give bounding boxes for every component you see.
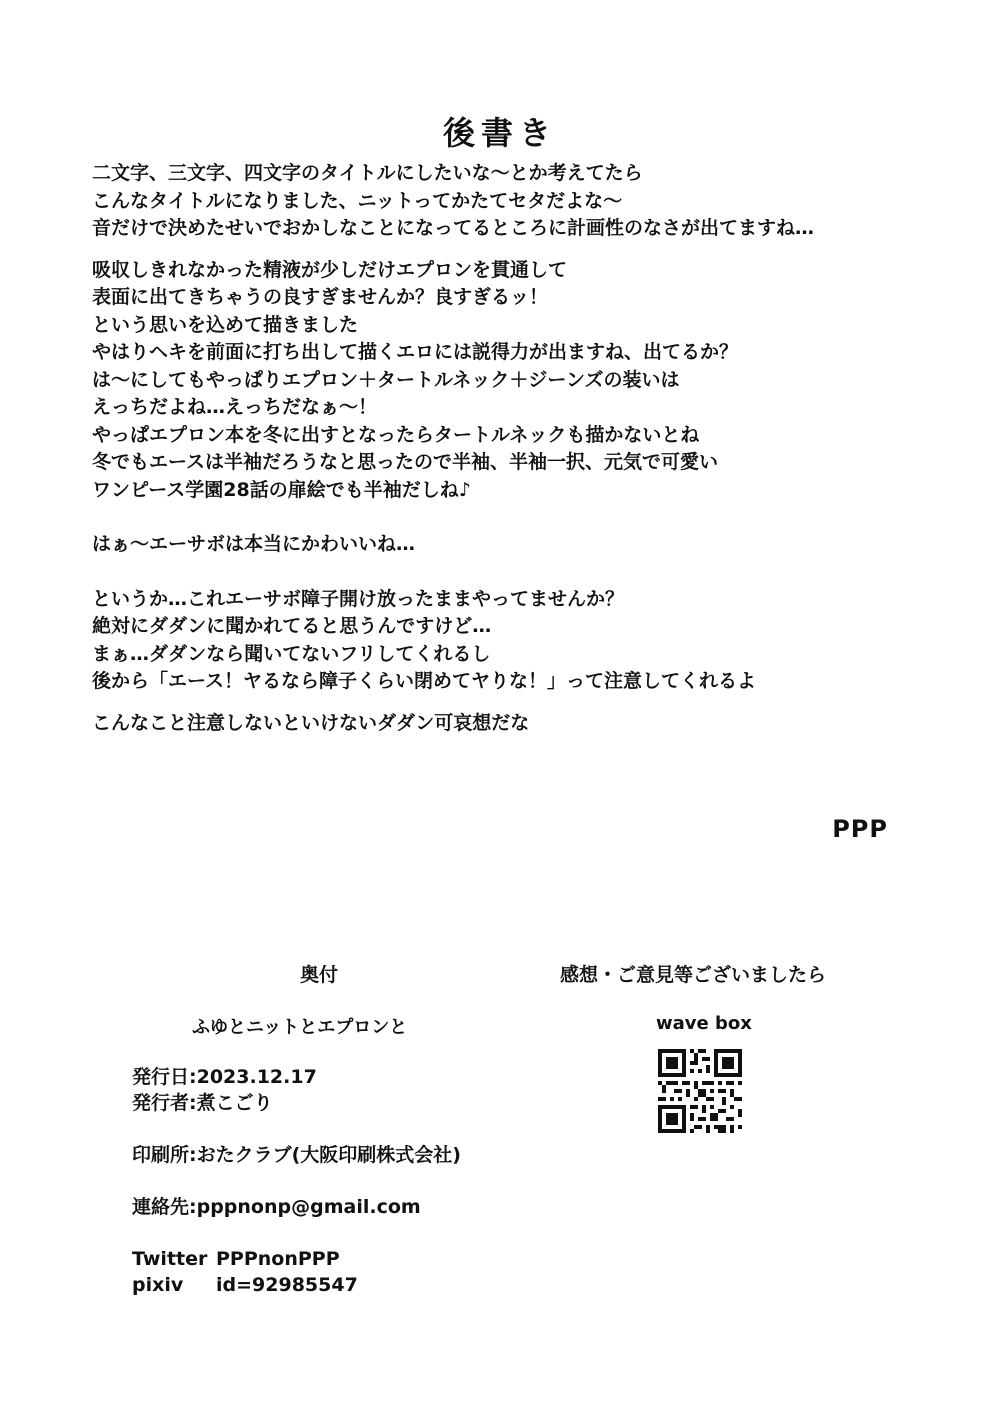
afterword-paragraph xyxy=(92,257,952,505)
pixiv-id: id=92985547 xyxy=(216,1274,358,1296)
colophon-heading: 奥付 xyxy=(300,964,339,986)
afterword-title: 後書き xyxy=(442,114,557,152)
book-title: ふゆとニットとエプロンと xyxy=(192,1017,408,1038)
afterword-line: はぁ〜エーサボは本当にかわいいね… xyxy=(92,533,416,555)
printer-info xyxy=(132,1142,461,1168)
afterword-line: やはりヘキを前面に打ち出して描くエロには説得力が出ますね、出てるか？ xyxy=(92,341,739,363)
afterword-line: という思いを込めて描きました xyxy=(92,313,359,336)
afterword-line: 音だけで決めたせいでおかしなことになってるところに計画性のなさが出てますね… xyxy=(92,217,815,239)
afterword-line: やっぱエプロン本を冬に出すとなったらタートルネックも描かないとね xyxy=(92,423,700,446)
afterword-line: こんなこと注意しないといけないダダン可哀想だな xyxy=(92,711,530,734)
twitter-label: Twitter xyxy=(132,1248,208,1270)
afterword-line: は〜にしてもやっぱりエプロン＋タートルネック＋ジーンズの装いは xyxy=(92,368,680,391)
author-signature: PPP xyxy=(832,815,888,843)
feedback-heading: 感想・ご意見等ございましたら xyxy=(560,964,827,986)
contact-email: 連絡先:pppnonp@gmail.com xyxy=(132,1196,421,1218)
afterword-body xyxy=(92,160,952,751)
issue-date: 発行日:2023.12.17 xyxy=(132,1066,317,1088)
afterword-line: というか…これエーサボ障子開け放ったままやってませんか？ xyxy=(92,587,625,610)
afterword-paragraph xyxy=(92,710,952,738)
afterword-line: 後から「エース！ヤるなら障子くらい閉めてヤりな！」って注意してくれるよ xyxy=(92,670,757,692)
afterword-line: 絶対にダダンに聞かれてると思うんですけど… xyxy=(92,615,492,637)
afterword-line: こんなタイトルになりました、ニットってかたてセタだよな〜 xyxy=(92,189,623,212)
social-links xyxy=(132,1246,461,1298)
twitter-row xyxy=(132,1246,461,1272)
publisher: 発行者:煮こごり xyxy=(132,1092,273,1114)
pixiv-label: pixiv xyxy=(132,1274,184,1296)
afterword-paragraph xyxy=(92,586,952,696)
contact-info xyxy=(132,1194,461,1220)
afterword-line: まぁ…ダダンなら聞いてないフリしてくれるし xyxy=(92,642,491,665)
afterword-line: 二文字、三文字、四文字のタイトルにしたいな〜とか考えてたら xyxy=(92,162,643,184)
afterword-line: 表面に出てきちゃうの良すぎませんか？良すぎるッ！ xyxy=(92,286,549,308)
colophon-details xyxy=(132,1064,461,1324)
pixiv-row xyxy=(132,1272,461,1298)
qr-code-icon xyxy=(658,1049,742,1133)
afterword-line: えっちだよね…えっちだなぁ〜！ xyxy=(92,396,378,418)
printer: 印刷所:おたクラブ(大阪印刷株式会社) xyxy=(132,1144,461,1166)
afterword-paragraph xyxy=(92,160,952,243)
wavebox-label: wave box xyxy=(656,1013,752,1034)
afterword-line: 冬でもエースは半袖だろうなと思ったので半袖、半袖一択、元気で可愛い xyxy=(92,451,719,473)
afterword-line: 吸収しきれなかった精液が少しだけエプロンを貫通して xyxy=(92,258,568,281)
afterword-line: ワンピース学園28話の扉絵でも半袖だしね♪ xyxy=(92,478,471,501)
afterword-paragraph xyxy=(92,531,952,559)
twitter-handle: PPPnonPPP xyxy=(216,1248,340,1270)
publication-info xyxy=(132,1064,461,1116)
